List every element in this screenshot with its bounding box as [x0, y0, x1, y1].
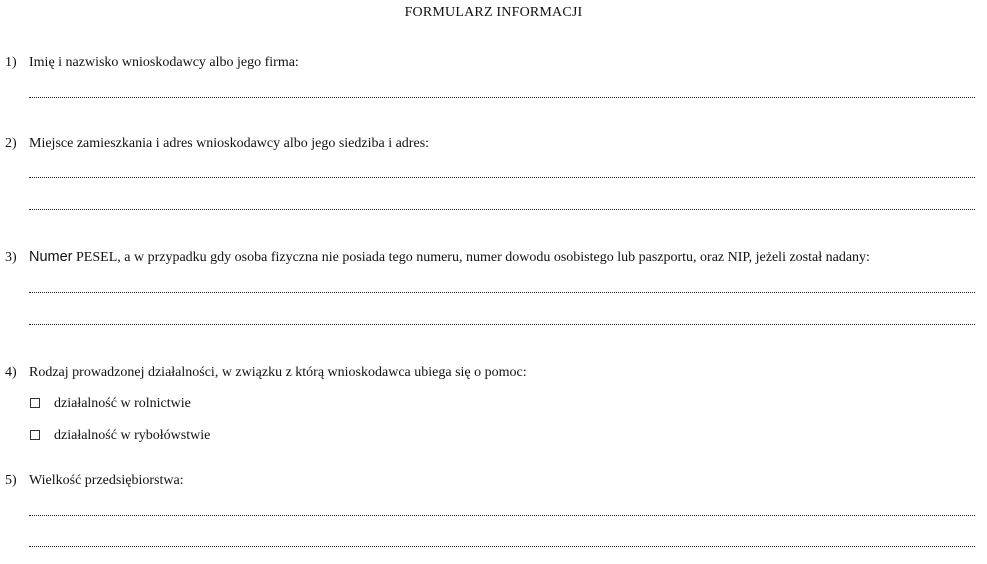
answer-line-5a[interactable] — [29, 515, 975, 516]
question-2-number: 2) — [5, 136, 17, 151]
answer-line-2b[interactable] — [29, 209, 975, 210]
question-4-number: 4) — [5, 365, 17, 380]
checkbox-rybolowstwo[interactable] — [30, 430, 40, 440]
question-5-number: 5) — [5, 473, 17, 488]
question-3-label-prefix: Numer — [29, 249, 73, 265]
option-label-rybolowstwo: działalność w rybołówstwie — [54, 428, 211, 443]
answer-line-3b[interactable] — [29, 324, 975, 325]
answer-line-3a[interactable] — [29, 292, 975, 293]
form-title: FORMULARZ INFORMACJI — [404, 5, 583, 20]
answer-line-1[interactable] — [29, 97, 975, 98]
question-5-label: Wielkość przedsiębiorstwa: — [29, 473, 184, 488]
option-label-rolnictwo: działalność w rolnictwie — [54, 396, 191, 411]
question-4-label: Rodzaj prowadzonej działalności, w związku z którą wnioskodawca ubiega się o pomoc: — [29, 365, 527, 380]
checkbox-rolnictwo[interactable] — [30, 398, 40, 408]
answer-line-2a[interactable] — [29, 177, 975, 178]
answer-line-5b[interactable] — [29, 546, 975, 547]
question-3-label — [29, 249, 870, 266]
question-1-label: Imię i nazwisko wnioskodawcy albo jego firma: — [29, 55, 299, 70]
question-2-label: Miejsce zamieszkania i adres wnioskodawcy albo jego siedziba i adres: — [29, 136, 430, 151]
question-3-number: 3) — [5, 250, 17, 265]
question-3-label-text: PESEL, a w przypadku gdy osoba fizyczna nie posiada tego numeru, numer dowodu osobistego lub paszportu, oraz NIP, jeżeli został nadany: — [72, 250, 870, 265]
question-1-number: 1) — [5, 55, 17, 70]
